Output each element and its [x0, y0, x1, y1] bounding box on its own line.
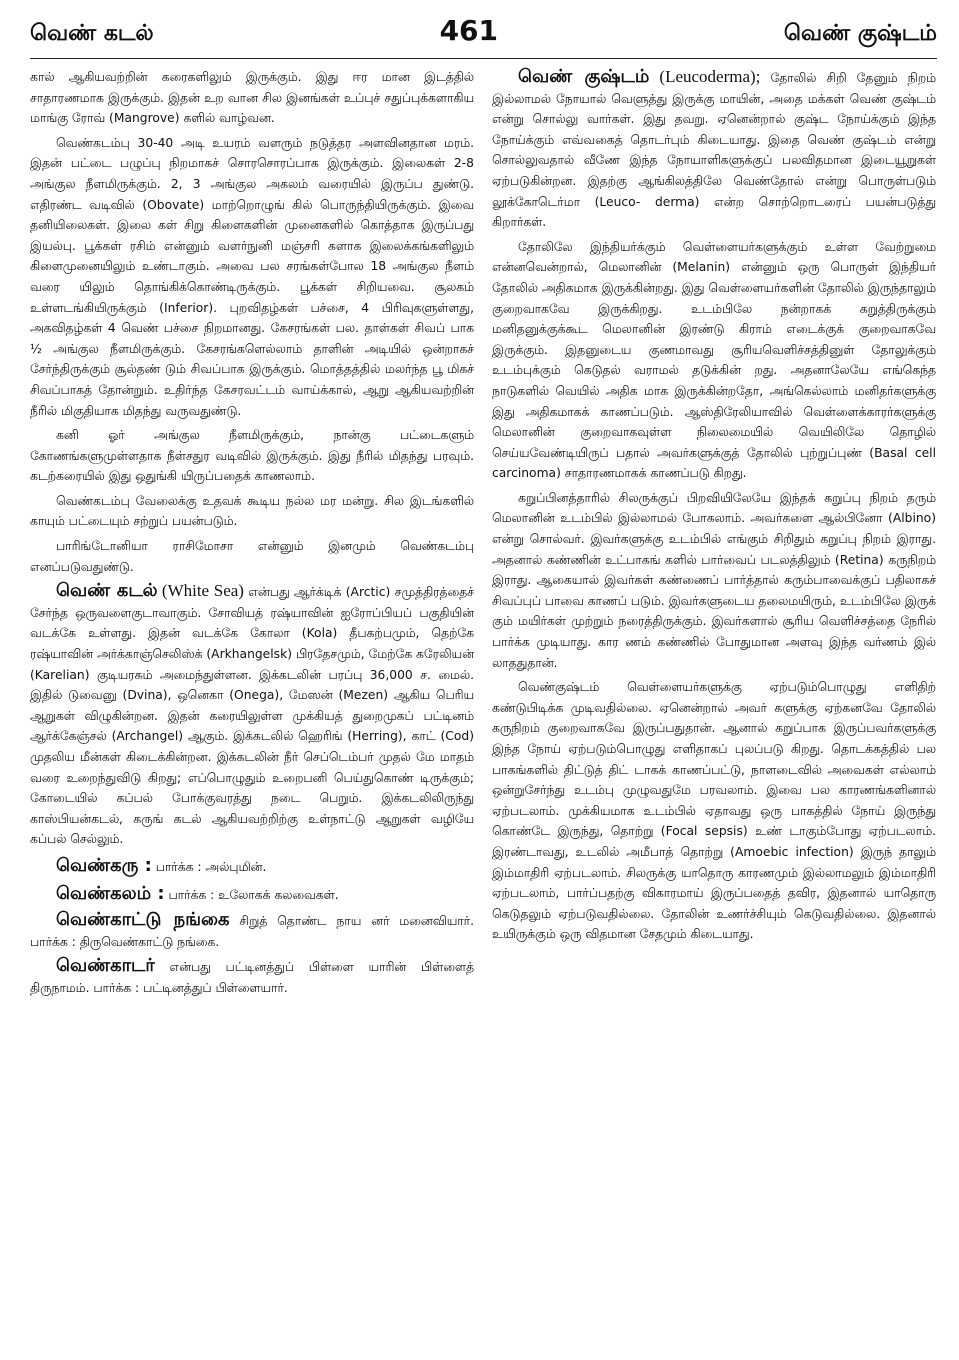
entry-headword: வெண்கரு : [56, 854, 152, 876]
entry-venkadar [30, 956, 474, 998]
entry-text: பார்க்க : உலோகக் கலவைகள். [168, 887, 339, 902]
entry-headword: வெண் குஷ்டம் [518, 67, 650, 87]
paragraph: கால் ஆகியவற்றின் கரைகளிலும் இருக்கும். இது ஈர மான இடத்தில் சாதாரணமாக இருக்கும். இதன் உற வான சில இனங்கள் உப்புச் சதுப்புக்களாகிய மாங்கு ரோவ் (Mangrove) களில் வாழ்வன. [30, 70, 474, 126]
entry-venkalam [30, 882, 474, 907]
paragraph: வெண்கடம்பு வேலைக்கு உதவக் கூடிய நல்ல மர மன்று. சில இடங்களில் காயும் பட்டையும் சற்றுப் பயன்படும். [30, 493, 474, 529]
entry-leucoderma [492, 67, 936, 233]
entry-text: சிறுத் தொண்ட நாய னர் மனைவியார். பார்க்க : திருவெண்காட்டு நங்கை. [30, 913, 474, 949]
entry-text: தோலில் சிறி தேனும் நிறம் இல்லாமல் நோயால் வெளுத்து இருக்கு மாயின், அதை மக்கள் வெண் குஷ்டம் என்று சொல்லு வார்கள். இது தவறு. ஏனென்றால் குஷ்ட நோய்க்கும் இந்த நோய்க்கும் எவ்வகைத் தொடர்பும் கிடையாது. இதை வெண் குஷ்டம் என்று சொல்லுவதால் வீணே இந்த நோயாளிகளுக்குப் பலவிதமான இடையூறுகள் ஏற்படுகின்றன. இதற்கு ஆங்கிலத்திலே வெண்தோல் என்று பொருள்படும் லூக்கோடெர்மா (Leuco- derma) என்ற சொற்றொடரைப் பயன்படுத்து கிறார்கள். [492, 71, 936, 230]
entry-text: என்பது பட்டினத்துப் பிள்ளை யாரின் பிள்ளைத் திருநாமம். பார்க்க : பட்டினத்துப் பிள்ளையார். [30, 960, 474, 995]
page-number: 461 [439, 14, 499, 47]
header-left-guide-word: வெண் கடல் [30, 21, 154, 46]
paragraph: தோலிலே இந்தியர்க்கும் வெள்ளையர்களுக்கும் உள்ள வேற்றுமை என்னவென்றால், மெலானின் (Melanin) என்னும் ஒரு பொருள் இந்தியர் தோலில் அதிகமாக இருக்கின்றது. இது வெள்ளையர்களின் தோலில் இருந்தாலும் குறைவாகவே இருக்கிறது. உடம்பிலே நன்றாகக் கறுத்திருக்கும் மனிதனுக்குக்கூட மெலானின் இரண்டு கிராம் எடைக்குக் குறைவாகவே இருக்கும். இதனுடைய குணமாவது சூரியவெளிச்சத்தினுள் தோலுக்கும் உடம்புக்கும் கெடுதல் வராமல் தடுக்கின் றது. அதனாலேயே எங்கெந்த நாடுகளில் வெயில் அதிக மாக இருக்கின்றதோ, அங்கெல்லாம் மனிதர்களுக்கு இது அதிகமாகக் காணப்படும். ஆஸ்திரேலியாவில் வெள்ளைக்காரர்களுக்கு மெலானின் குறைவாகவுள்ள நிலைமையில் வெயிலிலே தொழில் செய்யவேண்டியிருப் பதால் அவர்களுக்குத் தோலில் புற்றுப்புண் (Basal cell carcinoma) சாதாரணமாகக் காணப்படு கிறது. [492, 239, 936, 481]
entry-text: பார்க்க : அல்புமின். [155, 859, 267, 874]
paragraph: பாரிங்டோனியா ராசிமோசா என்னும் இனமும் வெண்கடம்பு எனப்படுவதுண்டு. [30, 539, 474, 574]
entry-headword: வெண்காடர் [56, 955, 155, 977]
paragraph: கனி ஓர் அங்குல நீளமிருக்கும், நான்கு பட்டைகளும் கோணங்களுமுள்ளதாக நீள்சதுர வடிவில் இருக்கும். இது நீரில் மிதந்து பரவும். கடற்கரையில் இது ஒதுங்கி யிருப்பதைக் காணலாம். [30, 428, 474, 484]
body-columns [30, 67, 937, 1352]
entry-latin-term: (White Sea) [161, 581, 244, 601]
entry-headword: வெண்காட்டு நங்கை [56, 908, 230, 930]
right-column [492, 67, 936, 1352]
paragraph: வெண்கடம்பு 30-40 அடி உயரம் வளரும் நடுத்தர அளவினதான மரம். இதன் பட்டை பழுப்பு நிறமாகச் சொரசொரப்பாக இருக்கும். இலைகள் 2-8 அங்குல நீளமிருக்கும். 2, 3 அங்குல அகலம் வரையில் இருப்ப துண்டு. எதிரண்ட வடிவில் (Obovate) மாற்றொழுங் கில் பொருந்தியிருக்கும். இவை தனியிலைகள். இலை கள் சிறு கிளைகளின் முனைகளில் கொத்தாக இருப்பது இயல்பு. பூக்கள் ரசிம் என்னும் வளர்நுனி மஞ்சரி களாக இலைக்கங்களிலும் கிளைமுனையிலும் உண்டாகும். அவை பல சரங்கள்போல 18 அங்குல நீளம் வரை யிலும் தொங்கிக்கொண்டிருக்கும். பூக்கள் சிறியவை. சூலகம் உள்ளடங்கியிருக்கும் (Inferior). புறவிதழ்கள் பச்சை, 4 பிரிவுகளுள்ளது, அகவிதழ்கள் 4 வெண் பச்சை நிறமானது. கேசரங்கள் பல. தாள்கள் சிவப் பாக ½ அங்குல நீளமிருக்கும். கேசரங்களெல்லாம் தாளின் அடியில் ஒன்றாகச் சேர்ந்திருக்கும் சூல்தண் டும் சிவப்பாக இருக்கும். மொத்தத்தில் மலர்ந்த பூ மிகச் சிவப்பாகத் தோன்றும். உதிர்ந்த கேசரவட்டம் வாய்க்கால், ஆறு ஆகியவற்றின் நீரில் மிகுதியாக மிதந்து வருவதுண்டு. [30, 135, 474, 418]
left-column [30, 67, 474, 1352]
entry-text: என்பது ஆர்க்டிக் (Arctic) சமுத்திரத்தைச் சேர்ந்த ஒருவளைகுடாவாகும். சோவியத் ரஷ்யாவின் ஐரோப்பியப் பகுதியின் வடக்கே உள்ளது. இதன் வடக்கே கோலா (Kola) தீபகற்பமும், தெற்கே ரஷ்யாவின் அர்க்காஞ்செலிஸ்க் (Arkhangelsk) பிரதேசமும், மேற்கே கரேலியன் (Karelian) குடியரசும் அமைந்துள்ளன. இக்கடலின் பரப்பு 36,000 ச. மைல். இதில் டுவைனு (Dvina), ஒனெகா (Onega), மேஸன் (Mezen) ஆகிய பெரிய ஆறுகள் விழுகின்றன. இதன் கரையிலுள்ள முக்கியத் துறைமுகப் பட்டினம் ஆர்க்கேஞ்சல் (Archangel) ஆகும். இக்கடலில் ஹெரிங் (Herring), காட் (Cod) முதலிய மீன்கள் கிடைக்கின்றன. இக்கடலின் நீர் செப்டெம்பர் முதல் மே மாதம் வரை உறைந்துவிடு கிறது; எப்பொழுதும் உறைபனி பெய்துகொண் டிருக்கும்; கோடையில் கப்பல் போக்குவரத்து நடை பெறும். இக்கடலிலிருந்து காஸ்பியன்கடல், கருங் கடல் ஆகியவற்றிற்கு உள்நாட்டு ஆறுகள் வழியே கப்பல் செல்லும். [30, 585, 474, 847]
paragraph: வெண்குஷ்டம் வெள்ளையர்களுக்கு ஏற்படும்பொழுது எளிதிற் கண்டுபிடிக்க முடிவதில்லை. ஏனென்றால் அவர் களுக்கு ஏற்கனவே தோலில் கருநிறம் குறைவாகவே இருப்பதுதான். ஆனால் கறுப்பாக இருப்பவர்களுக்கு இந்த நோய் ஏற்படும்பொழுது எளிதாகப் புலப்படு கிறது. தொடக்கத்தில் பல பாகங்களில் திட்டுத் திட் டாகக் காணப்பட்டு, நாளடைவில் அவைகள் எல்லாம் ஒன்றுசேர்ந்து உடம்பு முழுவதுமே பரவலாம். இவை பல காரணங்களினால் ஏற்படலாம். முக்கியமாக உடம்பில் ஏதாவது ஒரு பாகத்தில் நோய் இருந்து கொண்டே இருந்து, தொற்று (Focal sepsis) உண் டாகும்போது ஏற்படலாம். இரண்டாவது, உடலில் அமீபாத் தொற்று (Amoebic infection) இருந் தாலும் இம்மாதிரி ஏற்படலாம். சிலருக்கு யாதொரு காரணமும் இல்லாமலும் இம்மாதிரி ஏற்படலாம், பார்ப்பதற்கு விகாரமாய் இருப்பதைத் தவிர, இதனால் யாதொரு கெடுதலும் ஏற்படுவதில்லை. தோலின் உணர்ச்சியும் கெடுவதில்லை. இதனால் உயிருக்கும் ஒரு விதமான சேதமும் கிடையாது. [492, 680, 936, 942]
entry-headword: வெண் கடல் [56, 580, 158, 602]
header-right-guide-word: வெண் குஷ்டம் [783, 21, 937, 46]
entry-latin-term: (Leucoderma); [659, 67, 761, 86]
entry-headword: வெண்கலம் : [56, 882, 165, 904]
entry-venkaru [30, 854, 474, 879]
running-header [30, 14, 937, 59]
entry-venkattu-nangai [30, 910, 474, 952]
entry-white-sea [30, 581, 474, 850]
paragraph: கறுப்பினத்தாரில் சிலருக்குப் பிறவியிலேயே இந்தக் கறுப்பு நிறம் தரும் மெலானின் உடம்பில் இல்லாமல் போகலாம். அவர்களை ஆல்பினோ (Albino) என்று சொல்வர். இவர்களுக்கு உடம்பில் எங்கும் சிறிதும் கறுப்பு நிறம் இராது. அதனால் கண்ணின் உட்பாகங் களில் பார்வைப் படலத்திலும் (Retina) கருநிறம் இராது. ஆகையால் இவர்கள் கண்ணைப் பார்த்தால் கரும்பாவைக்குப் பதிலாகச் சிவப்புப் பாவை காணப் படும். இவர்களுடைய தலைமயிரும், உடம்பிலே இருக் கும் மயிர்கள் முற்றும் நரைத்திருக்கும். இவர்களால் சூரிய வெளிச்சத்தை நேரில் பார்க்க முடியாது. கார ணம் கண்ணில் போதுமான அளவு இந்த வர்ணம் இல் லாததுதான். [492, 490, 936, 670]
